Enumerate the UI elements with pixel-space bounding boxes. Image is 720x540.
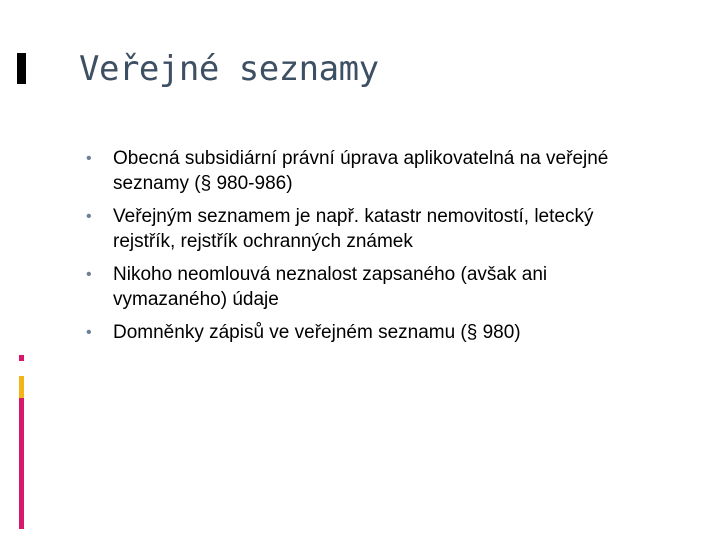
slide-title: Veřejné seznamy [79, 49, 379, 89]
bullet-dot-icon: • [86, 208, 92, 225]
bullet-item [86, 204, 646, 254]
bullet-dot-icon: • [86, 324, 92, 341]
bullet-item [86, 146, 646, 196]
bullet-item [86, 262, 646, 312]
accent-bar-pink [19, 398, 24, 529]
bullet-item [86, 320, 646, 345]
title-marker [17, 53, 26, 84]
accent-bar-yellow [19, 376, 24, 398]
bullet-text: Veřejným seznamem je např. katastr nemovitostí, letecký rejstřík, rejstřík ochranných známek [113, 206, 594, 252]
bullet-dot-icon: • [86, 150, 92, 167]
bullet-text: Nikoho neomlouvá neznalost zapsaného (avšak ani vymazaného) údaje [113, 264, 548, 310]
bullet-list [86, 146, 646, 353]
bullet-text: Obecná subsidiární právní úprava aplikovatelná na veřejné seznamy (§ 980-986) [113, 148, 609, 194]
accent-bar-pink-top [19, 355, 24, 361]
bullet-text: Domněnky zápisů ve veřejném seznamu (§ 980) [113, 322, 521, 343]
bullet-dot-icon: • [86, 266, 92, 283]
